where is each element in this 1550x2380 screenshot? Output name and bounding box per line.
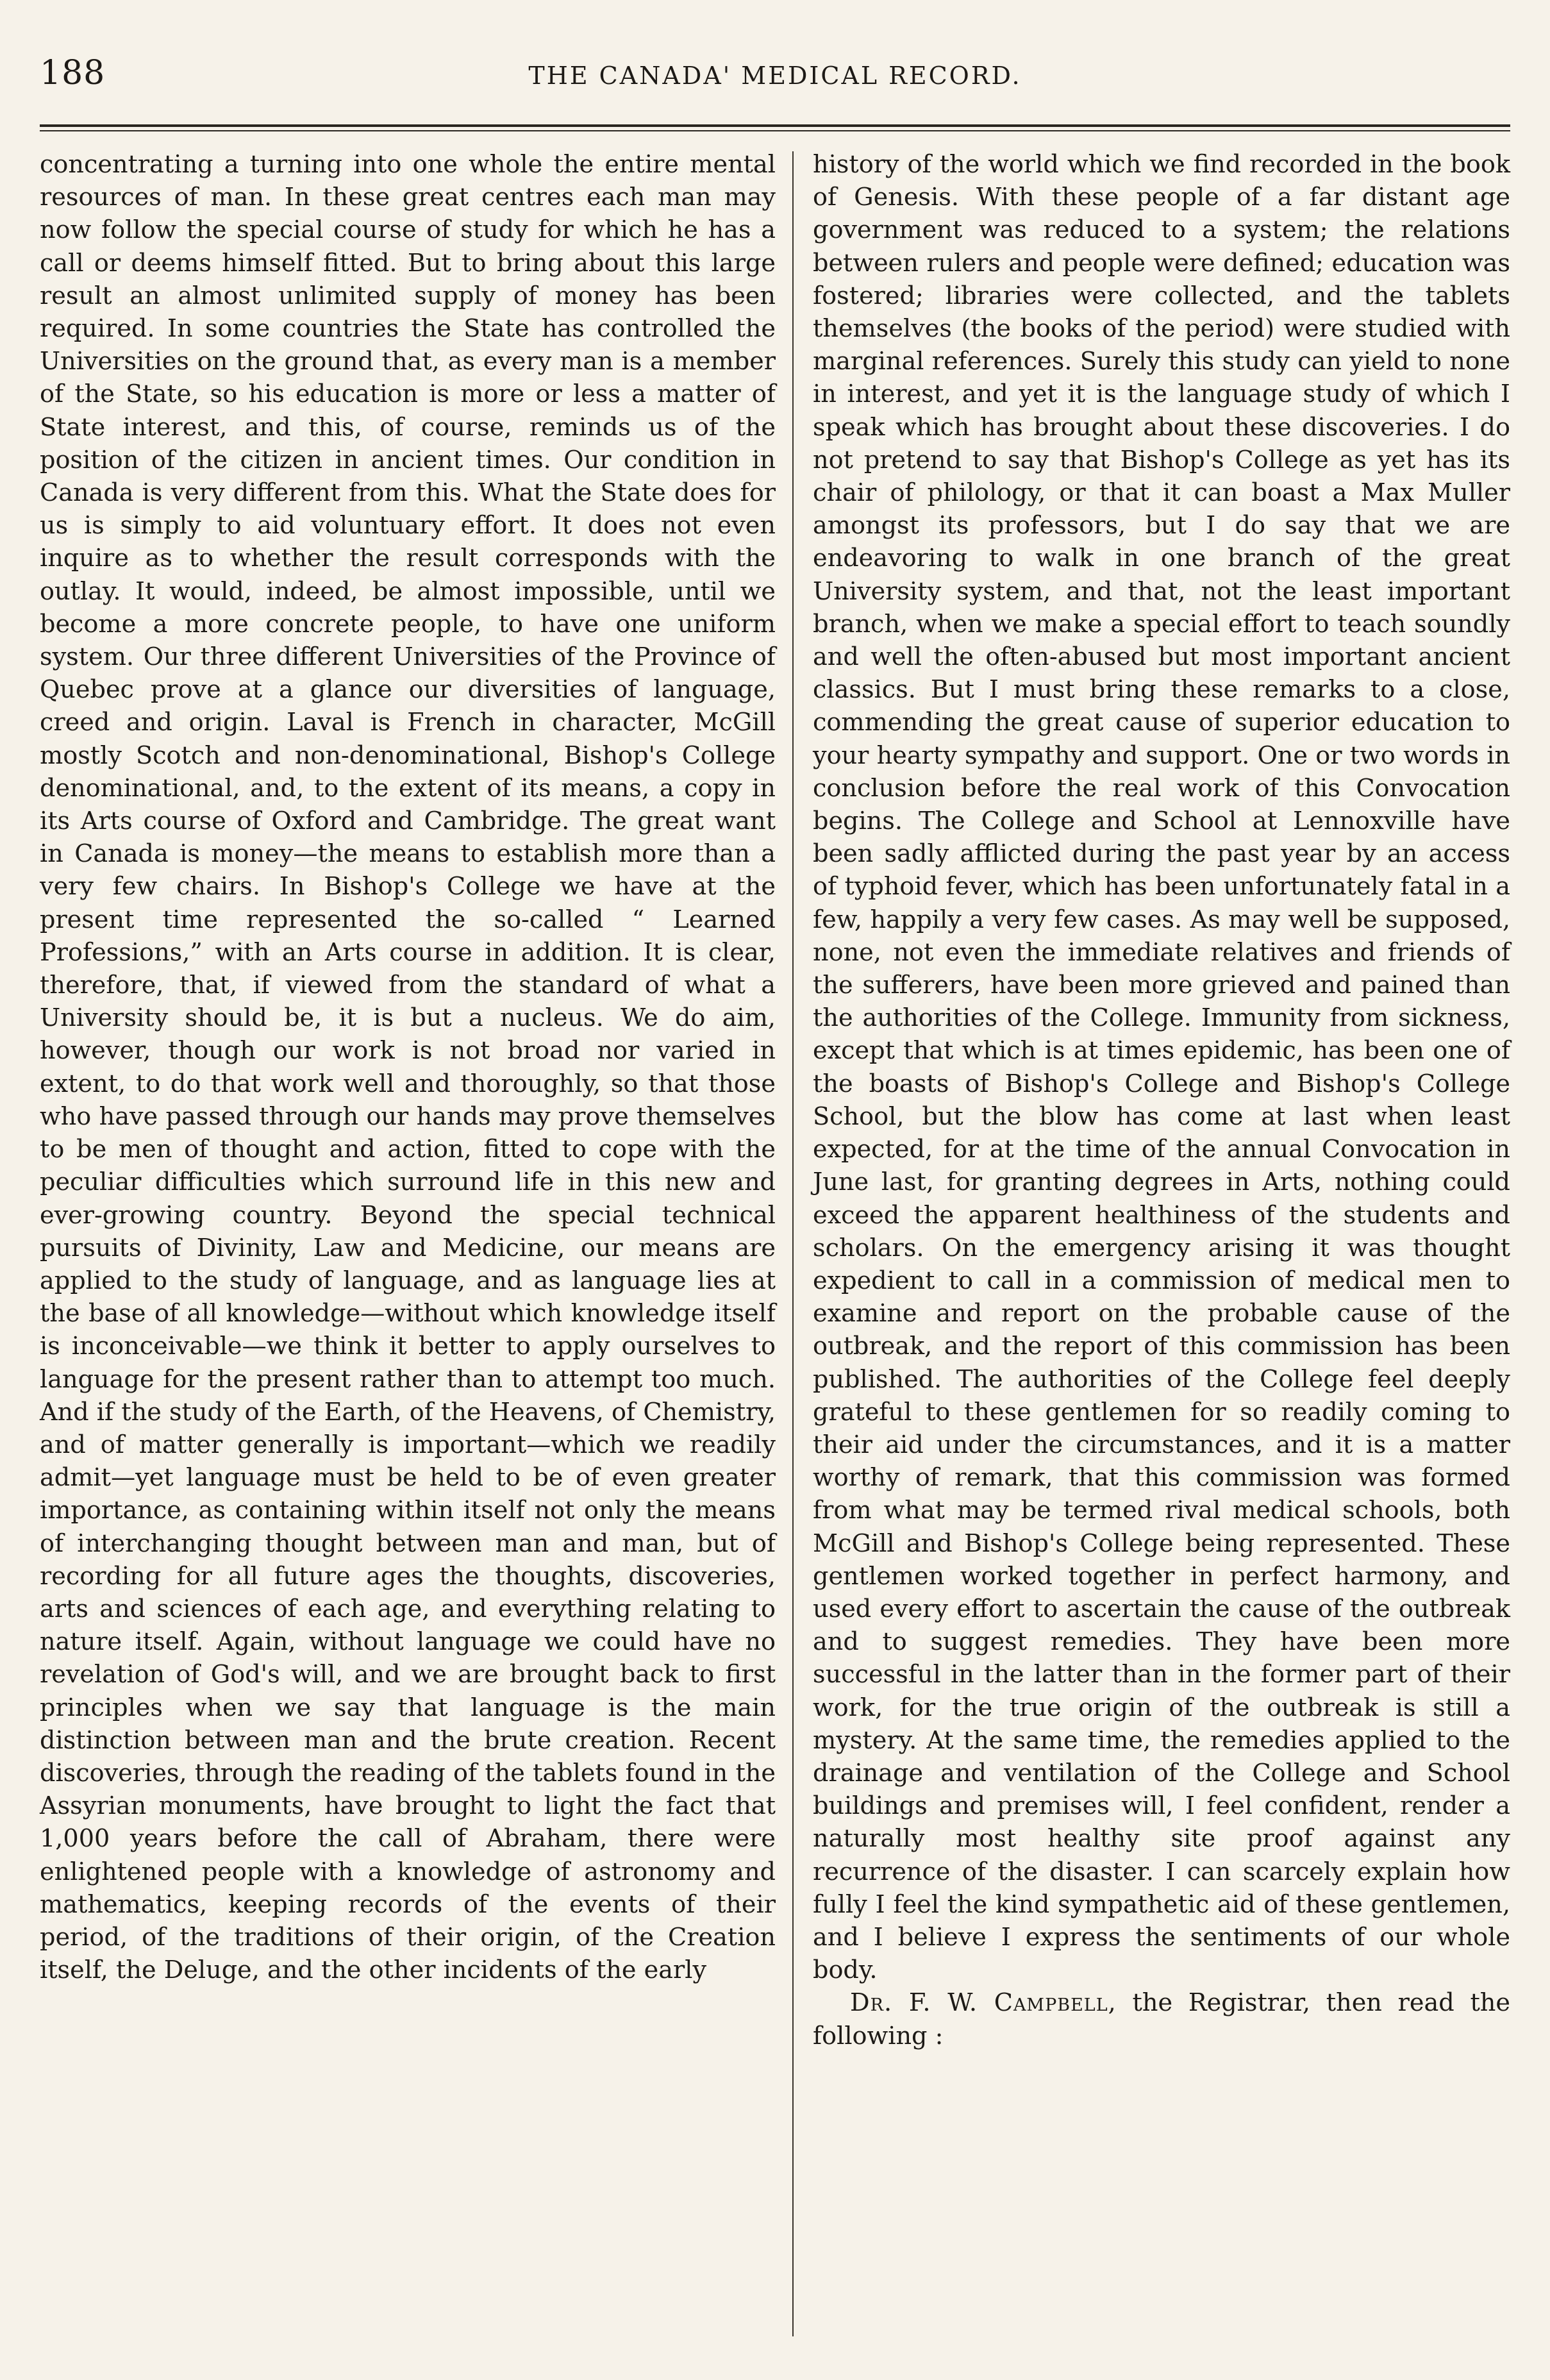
closing-paragraph — [813, 1987, 1510, 2052]
page-number: 188 — [40, 54, 106, 92]
right-column — [813, 149, 1510, 2053]
header-rule-thick — [40, 124, 1510, 127]
closing-text: the Registrar, then read the following : — [813, 1989, 1510, 2050]
page-header — [40, 50, 1510, 108]
running-title: THE CANADA' MEDICAL RECORD. — [528, 62, 1022, 90]
left-column — [40, 149, 776, 1987]
right-column-text: history of the world which we find recorded in the book of Genesis. With these people of a far distant age government was reduced to a system; the relations between rulers and people were defined; education was fostered; libraries were collected, and the tablets themselves (the books of the period) were studied with marginal references. Surely this study can yield to none in interest, and yet it is the language study of which I speak which has brought about these discoveries. I do not pretend to say that Bishop's College as yet has its chair of philology, or that it can boast a Max Muller amongst its professors, but I do say that we are endeavoring to walk in one branch of the great University system, and that, not the least important branch, when we make a special effort to teach soundly and well the often-abused but most important ancient classics. But I must bring these remarks to a close, commending the great cause of superior education to your hearty sympathy and support. One or two words in conclusion before the real work of this Convocation begins. The College and School at Lennoxville have been sadly afflicted during the past year by an access of typhoid fever, which has been unfortunately fatal in a few, happily a very few cases. As may well be supposed, none, not even the immediate relatives and friends of the sufferers, have been more grieved and pained than the authorities of the College. Immunity from sickness, except that which is at times epidemic, has been one of the boasts of Bishop's College and Bishop's College School, but the blow has come at last when least expected, for at the time of the annual Convocation in June last, for granting degrees in Arts, nothing could exceed the apparent healthiness of the students and scholars. On the emergency arising it was thought expedient to call in a commission of medical men to examine and report on the probable cause of the outbreak, and the report of this commission has been published. The authorities of the College feel deeply grateful to these gentlemen for so readily coming to their aid under the circumstances, and it is a matter worthy of remark, that this commission was formed from what may be termed rival medical schools, both McGill and Bishop's College being represented. These gentlemen worked together in perfect harmony, and used every effort to ascertain the cause of the outbreak and to suggest remedies. They have been more successful in the latter than in the former part of their work, for the true origin of the outbreak is still a mystery. At the same time, the remedies applied to the drainage and ventilation of the College and School buildings and premises will, I feel confident, render a naturally most healthy site proof against any recurrence of the disaster. I can scarcely explain how fully I feel the kind sympathetic aid of these gentlemen, and I believe I express the sentiments of our whole body. — [813, 151, 1510, 1985]
column-divider — [792, 151, 794, 2336]
header-rule-thin — [40, 130, 1510, 131]
left-column-text: concentrating a turning into one whole the entire mental resources of man. In these great centres each man may now follow the special course of study for which he has a call or deems himself fitted. But to bring about this large result an almost unlimited supply of money has been required. In some countries the State has controlled the Universities on the ground that, as every man is a member of the State, so his education is more or less a matter of State interest, and this, of course, reminds us of the position of the citizen in ancient times. Our condition in Canada is very different from this. What the State does for us is simply to aid voluntuary effort. It does not even inquire as to whether the result corresponds with the outlay. It would, indeed, be almost impossible, until we become a more concrete people, to have one uniform system. Our three different Universities of the Province of Quebec prove at a glance our diversities of language, creed and origin. Laval is French in character, McGill mostly Scotch and non-denominational, Bishop's College denominational, and, to the extent of its means, a copy in its Arts course of Oxford and Cambridge. The great want in Canada is money—the means to establish more than a very few chairs. In Bishop's College we have at the present time represented the so-called “ Learned Professions,” with an Arts course in addition. It is clear, therefore, that, if viewed from the standard of what a University should be, it is but a nucleus. We do aim, however, though our work is not broad nor varied in extent, to do that work well and thoroughly, so that those who have passed through our hands may prove themselves to be men of thought and action, fitted to cope with the peculiar difficulties which surround life in this new and ever-growing country. Beyond the special technical pursuits of Divinity, Law and Medicine, our means are applied to the study of language, and as language lies at the base of all knowledge—without which knowledge itself is inconceivable—we think it better to apply ourselves to language for the present rather than to attempt too much. And if the study of the Earth, of the Heavens, of Chemistry, and of matter generally is important—which we readily admit—yet language must be held to be of even greater importance, as containing within itself not only the means of interchanging thought between man and man, but of recording for all future ages the thoughts, discoveries, arts and sciences of each age, and everything relating to nature itself. Again, without language we could have no revelation of God's will, and we are brought back to first principles when we say that language is the main distinction between man and the brute creation. Recent discoveries, through the reading of the tablets found in the Assyrian monuments, have brought to light the fact that 1,000 years before the call of Abraham, there were enlightened people with a knowledge of astronomy and mathematics, keeping records of the events of their period, of the traditions of their origin, of the Creation itself, the Deluge, and the other incidents of the early — [40, 151, 776, 1985]
registrar-name: Dr. F. W. Campbell, — [850, 1989, 1117, 2018]
